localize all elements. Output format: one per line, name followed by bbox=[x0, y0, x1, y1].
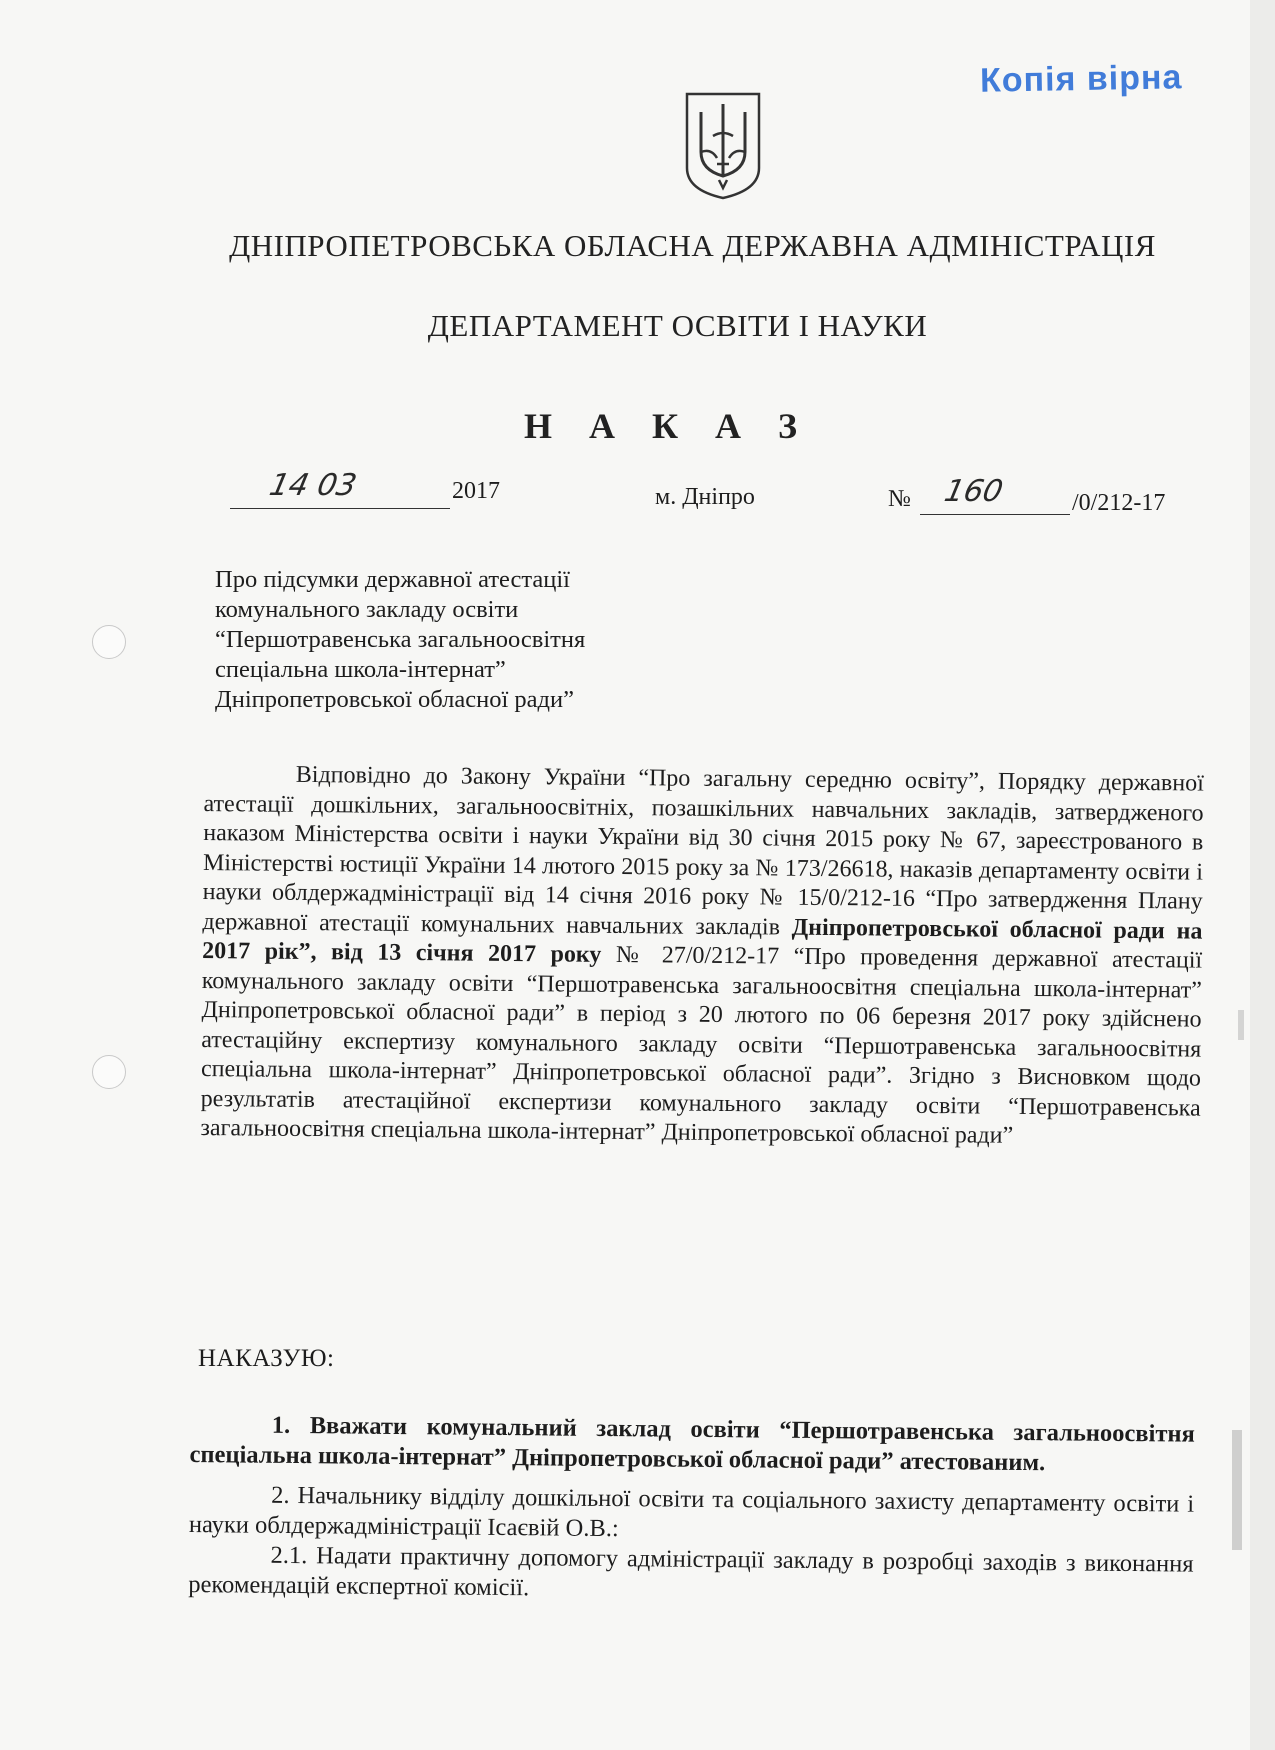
department-header: ДЕПАРТАМЕНТ ОСВІТИ І НАУКИ bbox=[427, 308, 928, 343]
order-item-2-1: 2.1. Надати практичну допомогу адміністрації закладу в розробці заходів з виконання рекомендацій експертної комісії. bbox=[188, 1541, 1194, 1602]
number-prefix: № bbox=[888, 486, 911, 512]
preamble-text-2: № 27/0/212-17 “Про проведення державної атестації комунального закладу освіти “Першотравенська загальноосвітня спеціальна школа-інтернат” Дніпропетровської обласної ради” в період з 20 лютого по 06 березня 2017 року здійснено атестаційну експертизу комунального закладу освіти “Першотравенська загальноосвітня спеціальна школа-інтернат” Дніпропетровської обласної ради”. Згідно з Висновком щодо результатів атестаційної експертизи комунального закладу освіти “Першотравенська загальноосвітня спеціальна школа-інтернат” Дніпропетровської обласної ради” bbox=[200, 941, 1203, 1149]
punch-hole bbox=[92, 625, 126, 659]
scan-edge-mark bbox=[1232, 1430, 1242, 1550]
subject-line: “Першотравенська загальноосвітня bbox=[215, 626, 586, 653]
date-field bbox=[230, 468, 450, 509]
handwritten-number: 160 bbox=[941, 474, 1006, 509]
preamble-text-1: Відповідно до Закону України “Про загальну середню освіту”, Порядку державної атестації дошкільних, загальноосвітніх, позашкільних навчальних закладів, затвердженого наказом Міністерства освіти і науки України від 30 січня 2015 року № 67, зареєстрованого в Міністерстві юстиції України 14 лютого 2015 року за № 173/26618, наказів департаменту освіти і науки облдержадміністрації від 14 січня 2016 року № 15/0/212-16 “Про затвердження Плану державної атестації комунальних навчальних закладів bbox=[202, 761, 1204, 941]
subject-line: Дніпропетровської обласної ради” bbox=[215, 686, 574, 713]
order-item-1: 1. Вважати комунальний заклад освіти “Першотравенська загальноосвітня спеціальна школа-інтернат” Дніпропетровської обласної ради” атестованим. bbox=[189, 1411, 1195, 1477]
order-city: м. Дніпро bbox=[655, 484, 755, 510]
number-suffix: /0/212-17 bbox=[1072, 490, 1166, 516]
order-year: 2017 bbox=[452, 478, 500, 504]
preamble-paragraph bbox=[200, 760, 1204, 1153]
copy-certified-stamp: Копія вірна bbox=[979, 58, 1183, 100]
order-items bbox=[188, 1410, 1195, 1620]
trident-coat-of-arms-icon bbox=[683, 90, 763, 202]
order-subject bbox=[215, 565, 735, 715]
order-item-2: 2. Начальнику відділу дошкільної освіти та соціального захисту департаменту освіти і науки облдержадміністрації Ісаєвій О.В.: bbox=[188, 1481, 1195, 1543]
number-field bbox=[920, 474, 1070, 515]
punch-hole bbox=[92, 1055, 126, 1089]
scan-edge-mark bbox=[1238, 1010, 1244, 1040]
administration-header: ДНІПРОПЕТРОВСЬКА ОБЛАСНА ДЕРЖАВНА АДМІНІСТРАЦІЯ bbox=[229, 228, 1156, 263]
preamble-text-bold: Дніпропетровської обласної ради на 2017 рік”, від 13 січня 2017 року bbox=[202, 914, 1203, 968]
subject-line: комунального закладу освіти bbox=[215, 596, 519, 623]
subject-line: Про підсумки державної атестації bbox=[215, 566, 570, 593]
subject-line: спеціальна школа-інтернат” bbox=[215, 656, 506, 683]
order-title: Н А К А З bbox=[523, 406, 812, 446]
page-edge-shadow bbox=[1250, 0, 1275, 1750]
handwritten-date: 14 03 bbox=[266, 468, 360, 503]
order-word: НАКАЗУЮ: bbox=[198, 1345, 335, 1372]
